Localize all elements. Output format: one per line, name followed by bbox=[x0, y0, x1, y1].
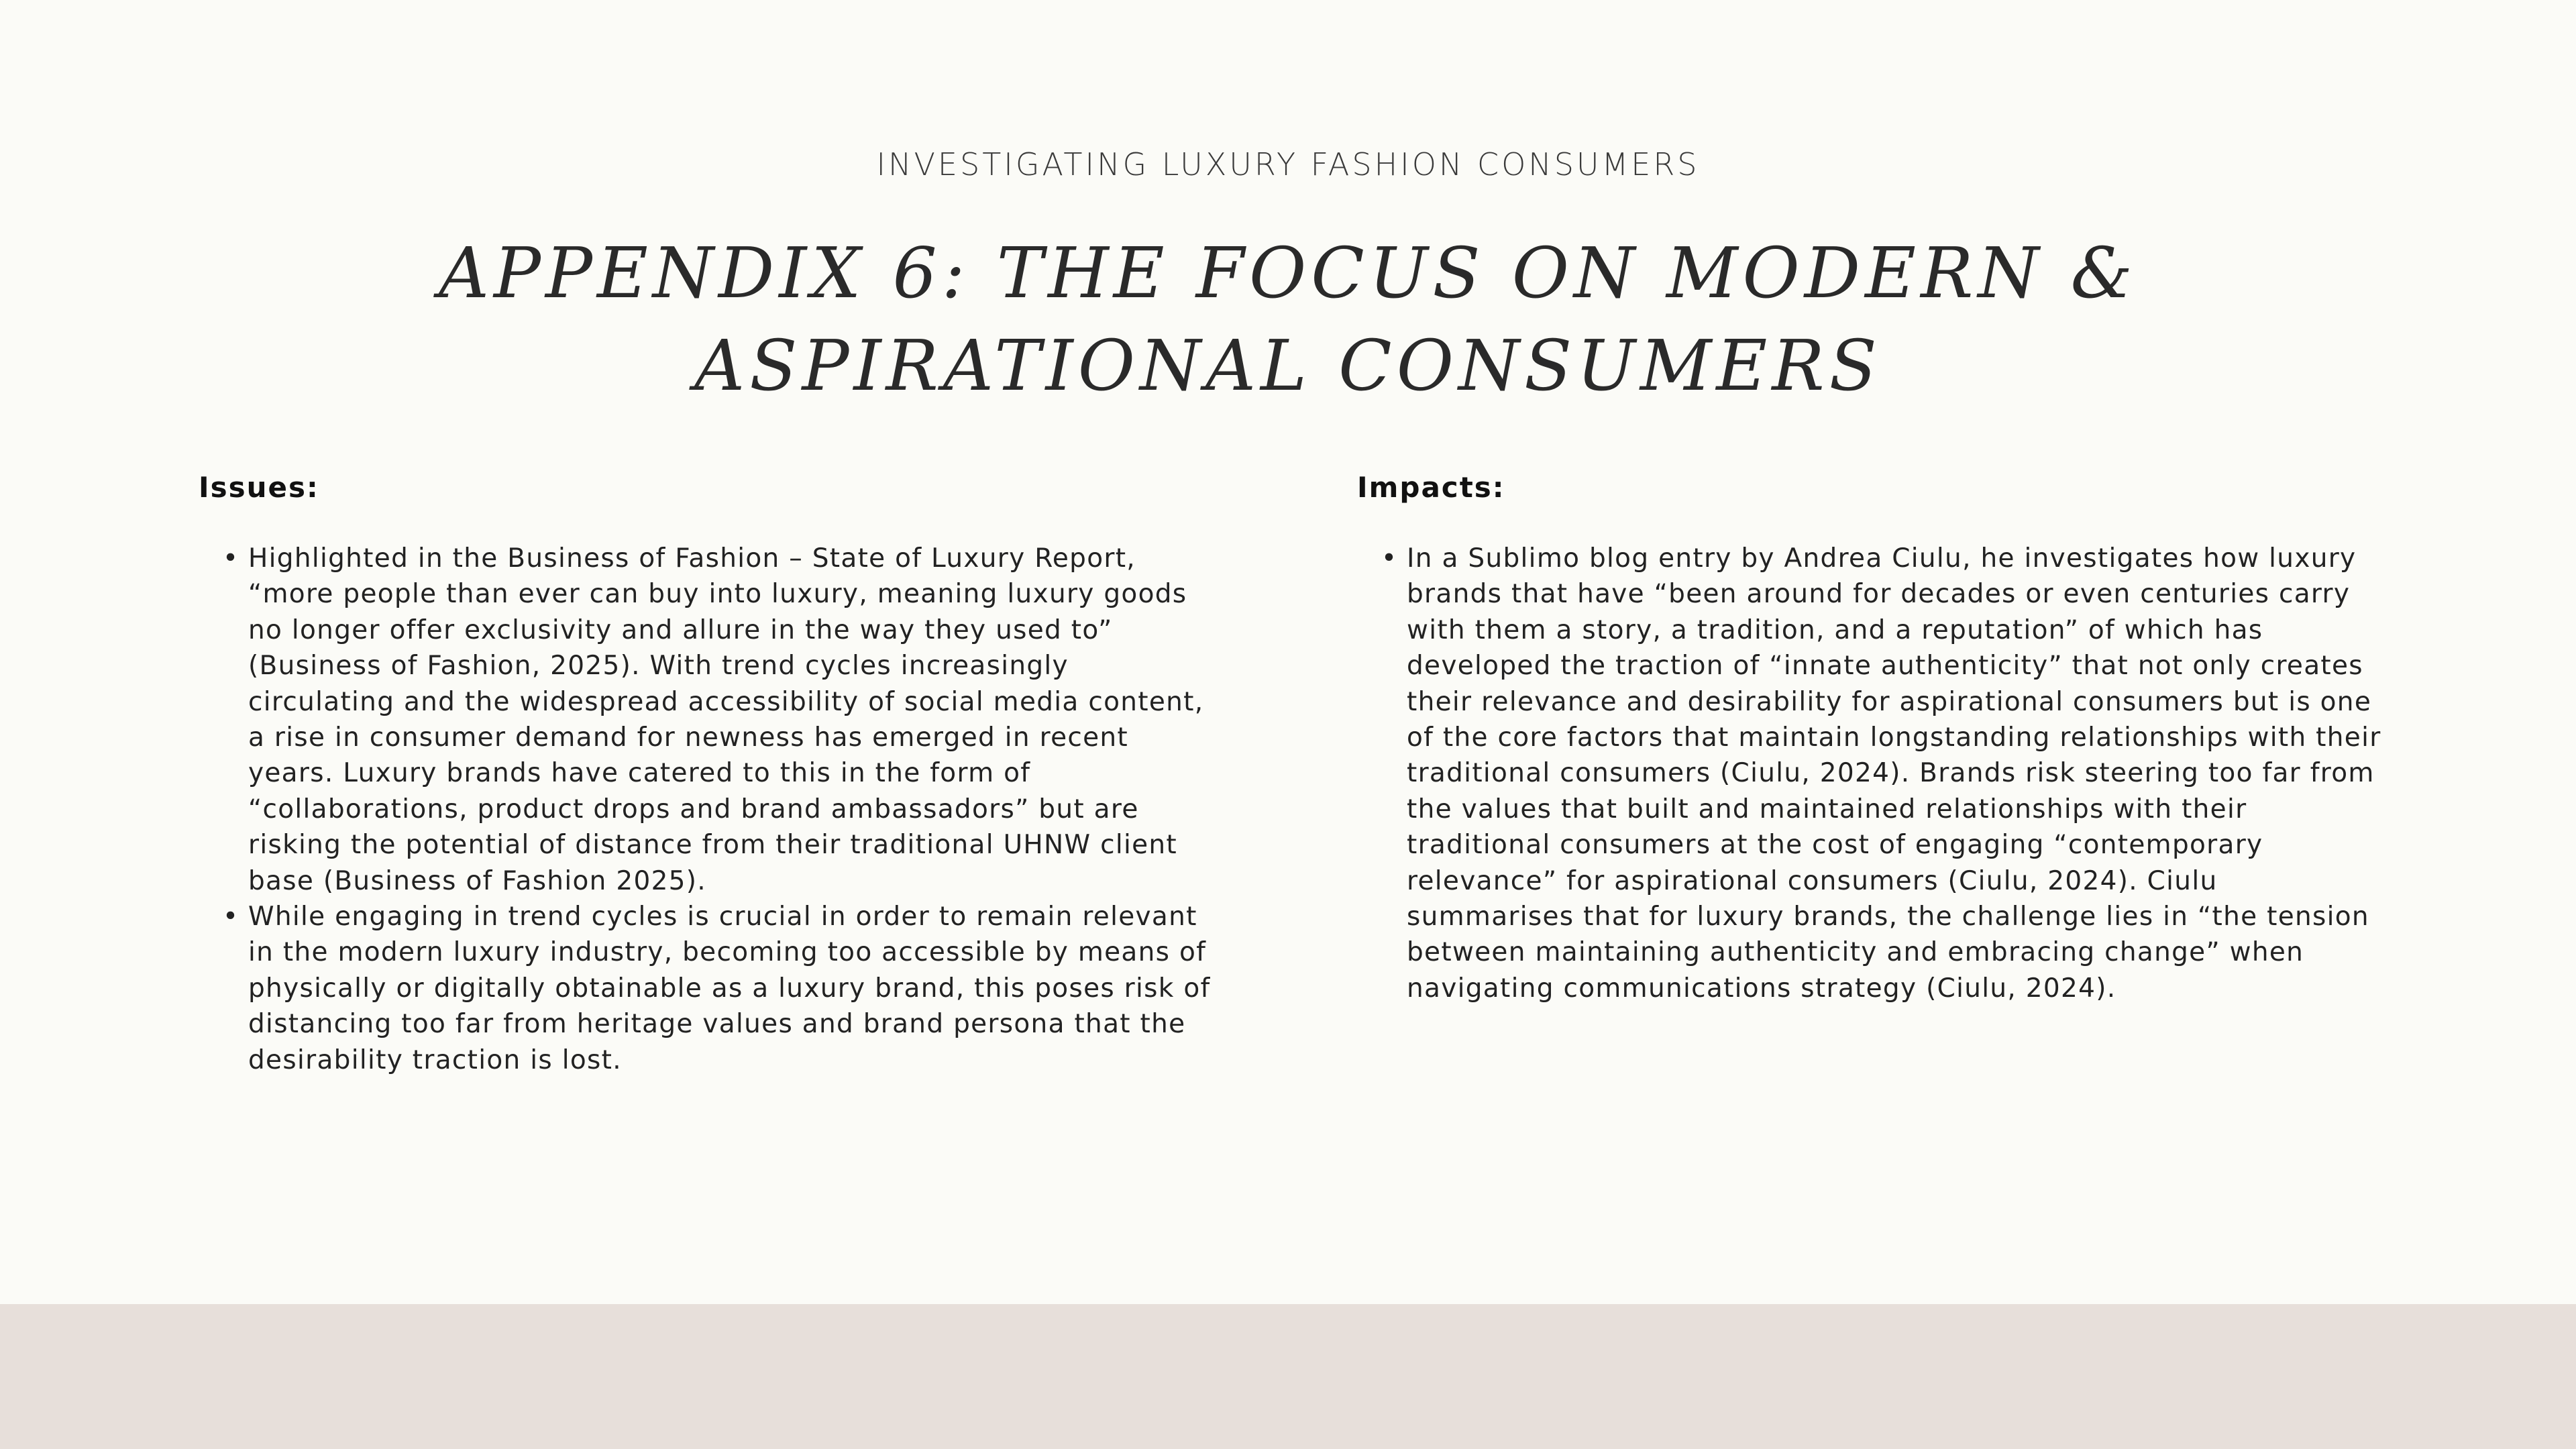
issues-section bbox=[199, 470, 1218, 1078]
list-item-text: Highlighted in the Business of Fashion – State of Luxury Report, “more people than ever can buy into luxury, meaning luxury goods no longer offer exclusivity and allure in the way they used to” (Business of Fashion, 2025). With trend cycles increasingly circulating and the widespread accessibility of social media content, a rise in consumer demand for newness has emerged in recent years. Luxury brands have catered to this in the form of “collaborations, product drops and brand ambassadors” but are risking the potential of distance from their traditional UHNW client base (Business of Fashion 2025). bbox=[248, 543, 1204, 896]
list-item-text: While engaging in trend cycles is crucial in order to remain relevant in the modern luxury industry, becoming too accessible by means of physically or digitally obtainable as a luxury brand, this poses risk of distancing too far from heritage values and brand persona that the desirability traction is lost. bbox=[248, 902, 1211, 1075]
bullet-icon: • bbox=[1381, 543, 1398, 574]
document-eyebrow: INVESTIGATING LUXURY FASHION CONSUMERS bbox=[876, 146, 1700, 182]
list-item bbox=[1357, 541, 2390, 1006]
list-item-text: In a Sublimo blog entry by Andrea Ciulu, he investigates how luxury brands that have “been around for decades or even centuries carry with them a story, a tradition, and a reputation” of which has developed the traction of “innate authenticity” that not only creates their relevance and desirability for aspirational consumers but is one of the core factors that maintain longstanding relationships with their traditional consumers (Ciulu, 2024). Brands risk steering too far from the values that built and maintained relationships with their traditional consumers at the cost of engaging “contemporary relevance” for aspirational consumers (Ciulu, 2024). Ciulu summarises that for luxury brands, the challenge lies in “the tension between maintaining authenticity and embracing change” when navigating communications strategy (Ciulu, 2024). bbox=[1407, 543, 2381, 1004]
footer-band bbox=[0, 1304, 2576, 1449]
impacts-section bbox=[1357, 470, 2390, 1006]
list-item bbox=[199, 899, 1218, 1078]
list-item bbox=[199, 541, 1218, 899]
issues-list bbox=[199, 541, 1218, 1078]
bullet-icon: • bbox=[223, 902, 239, 932]
impacts-heading: Impacts: bbox=[1357, 471, 1505, 504]
impacts-list bbox=[1357, 541, 2390, 1006]
issues-heading: Issues: bbox=[199, 471, 319, 504]
page-title: APPENDIX 6: THE FOCUS ON MODERN & ASPIRATIONAL CONSUMERS bbox=[438, 232, 2138, 407]
bullet-icon: • bbox=[223, 543, 239, 574]
